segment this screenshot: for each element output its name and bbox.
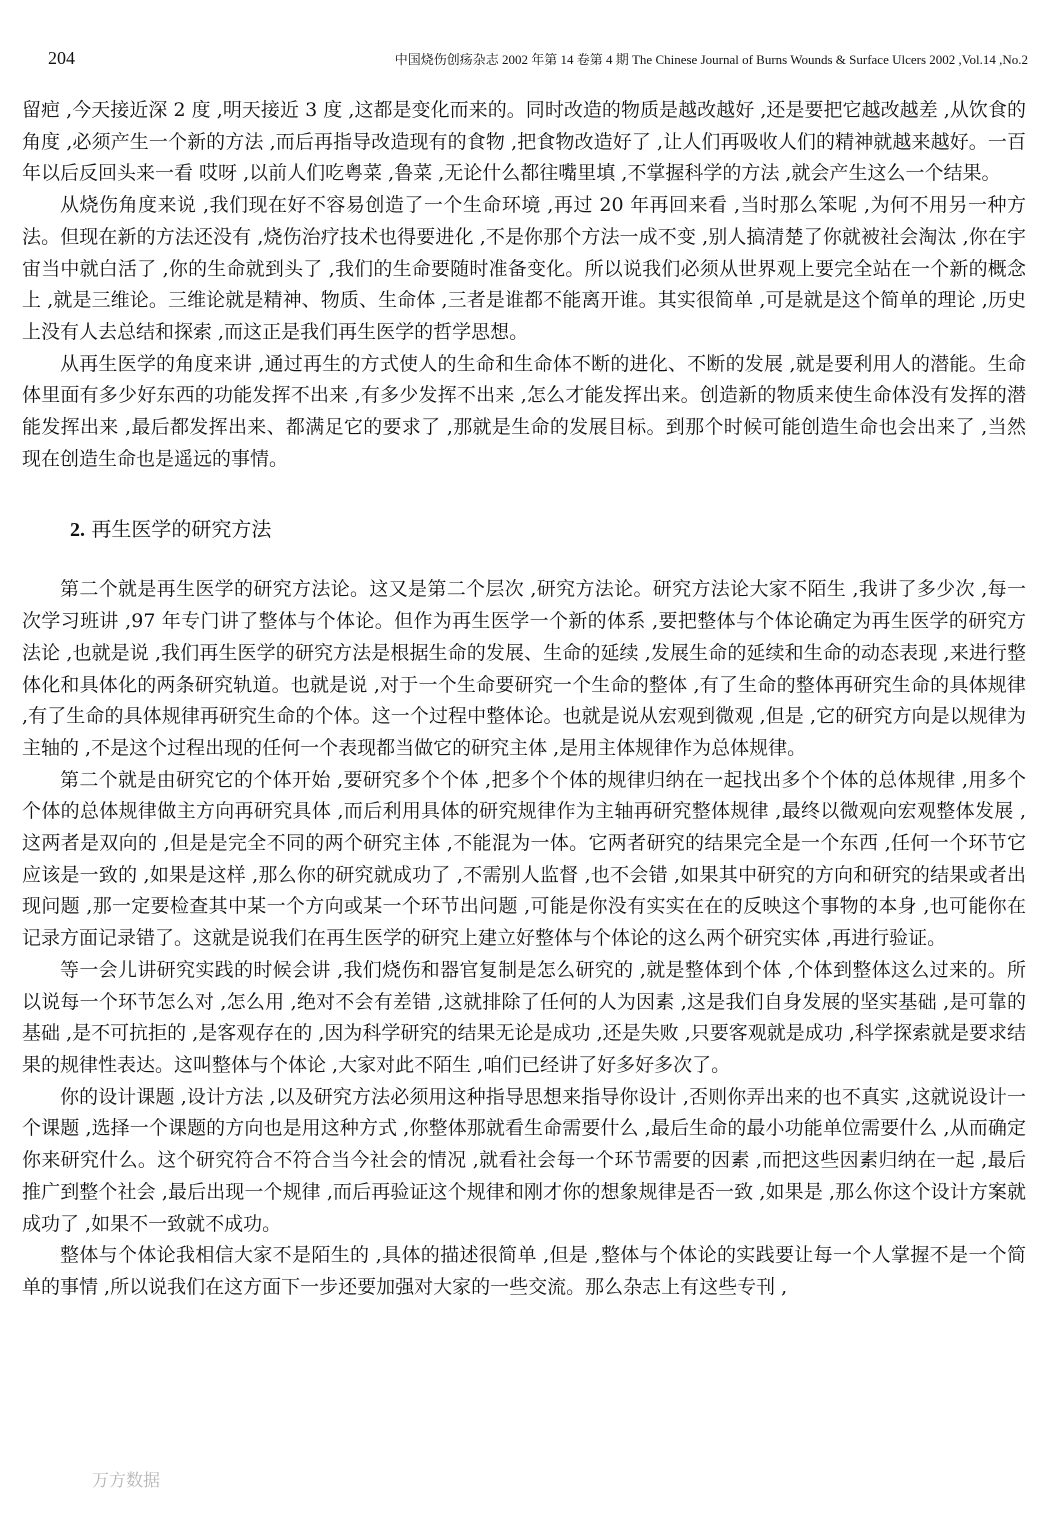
section-title: 再生医学的研究方法 xyxy=(91,517,272,542)
page-number: 204 xyxy=(48,48,75,68)
paragraph: 从再生医学的角度来讲 ,通过再生的方式使人的生命和生命体不断的进化、不断的发展 ,就是要利用人的潜能。生命体里面有多少好东西的功能发挥不出来 ,有多少发挥不出来 ,怎么才能发挥出来。创造新的物质来使生命体没有发挥的潜能发挥出来 ,最后都发挥出来、都满足它的要求了 ,那就是生命的发展目标。到那个时候可能创造生命也会出来了 ,当然现在创造生命也是遥远的事情。 xyxy=(22,352,1026,470)
paragraph: 你的设计课题 ,设计方法 ,以及研究方法必须用这种指导思想来指导你设计 ,否则你弄出来的也不真实 ,这就说设计一个课题 ,选择一个课题的方向也是用这种方式 ,你整体那就看生命需要什么 ,最后生命的最小功能单位需要什么 ,从而确定你来研究什么。这个研究符合不符合当今社会的情况 ,就看社会每一个环节需要的因素 ,而把这些因素归纳在一起 ,最后推广到整个社会 ,最后出现一个规律 ,而后再验证这个规律和刚才你的想象规律是否一致 ,如果是 ,那么你这个设计方案就成功了 ,如果不一致就不成功。 xyxy=(22,1085,1026,1235)
paragraph: 留疤 ,今天接近深 2 度 ,明天接近 3 度 ,这都是变化而来的。同时改造的物质是越改越好 ,还是要把它越改越差 ,从饮食的角度 ,必须产生一个新的方法 ,而后再指导改造现有的食物 ,把食物改造好了 ,让人们再吸收人们的精神就越来越好。一百年以后反回头来一看 哎呀 ,以前人们吃粤菜 ,鲁菜 ,无论什么都往嘴里填 ,不掌握科学的方法 ,就会产生这么一个结果。 xyxy=(22,99,1026,185)
article-body xyxy=(22,95,1026,1304)
paragraph: 从烧伤角度来说 ,我们现在好不容易创造了一个生命环境 ,再过 20 年再回来看 ,当时那么笨呢 ,为何不用另一种方法。但现在新的方法还没有 ,烧伤治疗技术也得要进化 ,不是你那个方法一成不变 ,别人搞清楚了你就被社会淘汰 ,你在宇宙当中就白活了 ,你的生命就到头了 ,我们的生命要随时准备变化。所以说我们必须从世界观上要完全站在一个新的概念上 ,就是三维论。三维论就是精神、物质、生命体 ,三者是谁都不能离开谁。其实很简单 ,可是就是这个简单的理论 ,历史上没有人去总结和探索 ,而这正是我们再生医学的哲学思想。 xyxy=(22,194,1026,343)
paragraph: 第二个就是再生医学的研究方法论。这又是第二个层次 ,研究方法论。研究方法论大家不陌生 ,我讲了多少次 ,每一次学习班讲 ,97 年专门讲了整体与个体论。但作为再生医学一个新的体系 ,要把整体与个体论确定为再生医学的研究方法论 ,也就是说 ,我们再生医学的研究方法是根据生命的发展、生命的延续 ,发展生命的延续和生命的动态表现 ,来进行整体化和具体化的两条研究轨道。也就是说 ,对于一个生命要研究一个生命的整体 ,有了生命的整体再研究生命的具体规律 ,有了生命的具体规律再研究生命的个体。这一个过程中整体论。也就是说从宏观到微观 ,但是 ,它的研究方向是以规律为主轴的 ,不是这个过程出现的任何一个表现都当做它的研究主体 ,是用主体规律作为总体规律。 xyxy=(22,578,1026,759)
section-heading xyxy=(70,515,1026,544)
section-number: 2. xyxy=(70,519,85,542)
running-head: 中国烧伤创疡杂志 2002 年第 14 卷第 4 期 The Chinese Journal of Burns Wounds & Surface Ulcers 2002 ,Vol.14 ,No.2 xyxy=(394,52,1028,67)
paragraph: 第二个就是由研究它的个体开始 ,要研究多个个体 ,把多个个体的规律归纳在一起找出多个个体的总体规律 ,用多个个体的总体规律做主方向再研究具体 ,而后利用具体的研究规律作为主轴再研究整体规律 ,最终以微观向宏观整体发展 ,这两者是双向的 ,但是是完全不同的两个研究主体 ,不能混为一体。它两者研究的结果完全是一个东西 ,任何一个环节它应该是一致的 ,如果是这样 ,那么你的研究就成功了 ,不需别人监督 ,也不会错 ,如果其中研究的方向和研究的结果或者出现问题 ,那一定要检查其中某一个方向或某一个环节出问题 ,可能是你没有实实在在的反映这个事物的本身 ,也可能你在记录方面记录错了。这就是说我们在再生医学的研究上建立好整体与个体论的这么两个研究实体 ,再进行验证。 xyxy=(22,768,1026,950)
paragraph: 整体与个体论我相信大家不是陌生的 ,具体的描述很简单 ,但是 ,整体与个体论的实践要让每一个人掌握不是一个简单的事情 ,所以说我们在这方面下一步还要加强对大家的一些交流。那么杂志上有这些专刊 , xyxy=(22,1244,1026,1298)
watermark: 万方数据 xyxy=(92,1471,160,1491)
paragraph: 等一会儿讲研究实践的时候会讲 ,我们烧伤和器官复制是怎么研究的 ,就是整体到个体 ,个体到整体这么过来的。所以说每一个环节怎么对 ,怎么用 ,绝对不会有差错 ,这就排除了任何的人为因素 ,这是我们自身发展的坚实基础 ,是可靠的基础 ,是不可抗拒的 ,是客观存在的 ,因为科学研究的结果无论是成功 ,还是失败 ,只要客观就是成功 ,科学探索就是要求结果的规律性表达。这叫整体与个体论 ,大家对此不陌生 ,咱们已经讲了好多好多次了。 xyxy=(22,958,1026,1076)
page-header xyxy=(48,48,1028,78)
